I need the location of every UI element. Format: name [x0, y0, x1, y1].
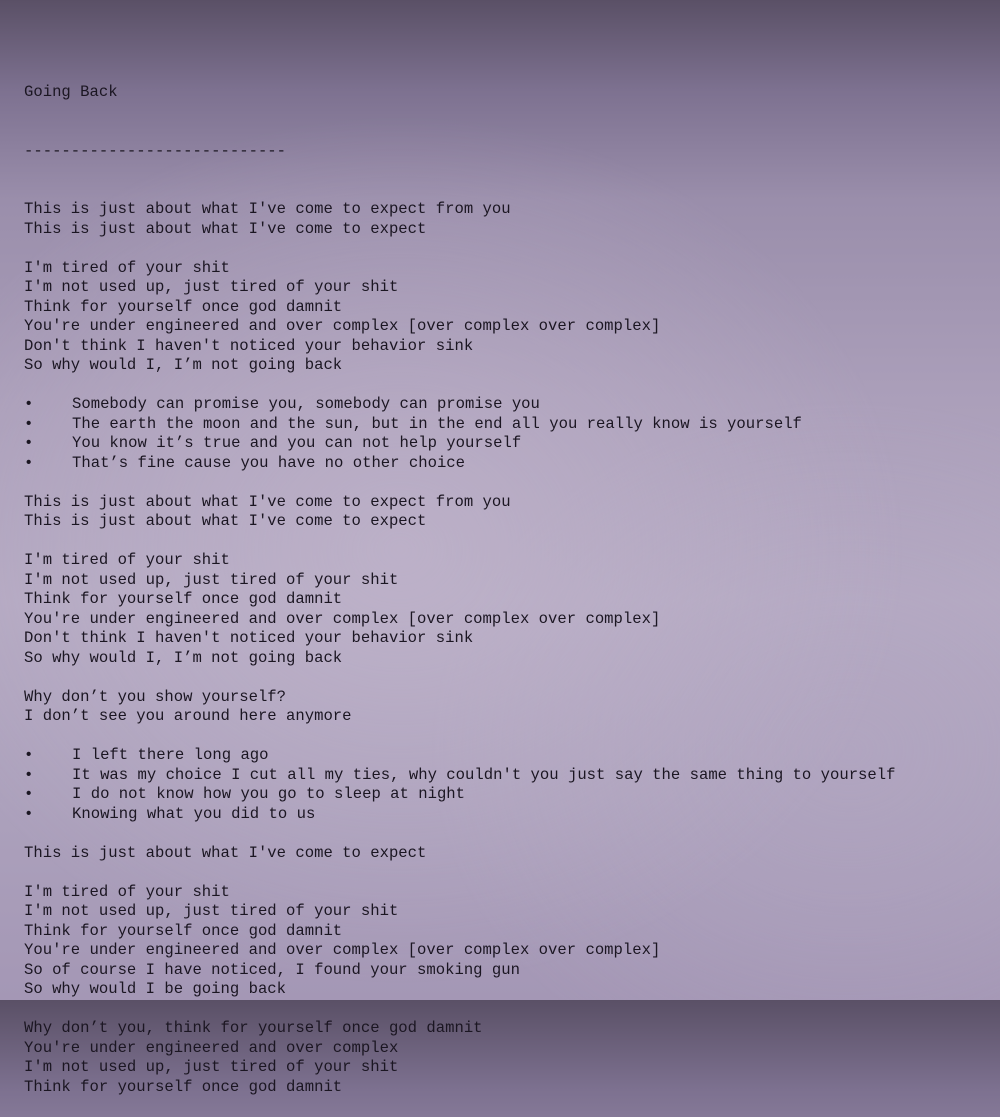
bullet-dot-icon: •: [24, 804, 34, 823]
stanza-gap: [24, 532, 984, 552]
lyric-line: I'm tired of your shit: [24, 551, 230, 569]
lyric-line: This is just about what I've come to expect: [24, 843, 427, 862]
lyric-line: I'm tired of your shit: [24, 882, 230, 901]
stanza: [24, 883, 984, 1000]
lyric-line: You're under engineered and over complex [over complex over complex]: [24, 609, 661, 628]
bullet-text: Knowing what you did to us: [72, 804, 316, 823]
bullet-item: [24, 785, 984, 805]
lyric-line: So why would I, I’m not going back: [24, 648, 343, 667]
lyric-line: Think for yourself once god damnit: [24, 1077, 343, 1096]
lyric-line: I'm tired of your shit: [24, 258, 230, 277]
document-title: Going Back: [24, 83, 118, 101]
bullet-item: [24, 766, 984, 786]
lyric-line: This is just about what I've come to expect: [24, 512, 427, 530]
lyric-line: You're under engineered and over complex [over complex over complex]: [24, 941, 661, 959]
stanza-gap: [24, 668, 984, 688]
bullet-item: [24, 395, 984, 415]
bullet-list: [24, 746, 984, 824]
bullet-text: It was my choice I cut all my ties, why couldn't you just say the same thing to yourself: [72, 765, 896, 784]
bullet-item: [24, 454, 984, 474]
bullet-list: [24, 395, 984, 473]
lyric-line: You're under engineered and over complex [over complex over complex]: [24, 317, 661, 335]
lyric-line: So why would I, I’m not going back: [24, 356, 343, 374]
stanza-gap: [24, 376, 984, 396]
bullet-dot-icon: •: [24, 395, 34, 413]
lyric-line: Don't think I haven't noticed your behavior sink: [24, 336, 474, 355]
stanza-gap: [24, 239, 984, 259]
bullet-item: [24, 434, 984, 454]
lyric-line: I'm not used up, just tired of your shit: [24, 570, 399, 589]
lyric-line: So why would I be going back: [24, 980, 287, 998]
bullet-dot-icon: •: [24, 746, 34, 764]
lyric-line: I'm not used up, just tired of your shit: [24, 902, 399, 920]
lyric-line: I don’t see you around here anymore: [24, 707, 352, 725]
stanza: [24, 688, 984, 727]
bullet-dot-icon: •: [24, 765, 34, 784]
stanza-gap: [24, 863, 984, 883]
lyrics-body: [24, 200, 984, 1097]
stanza: [24, 551, 984, 668]
stanza-gap: [24, 1000, 984, 1020]
lyric-line: Think for yourself once god damnit: [24, 921, 343, 940]
bullet-dot-icon: •: [24, 414, 34, 433]
lyrics-document: [24, 44, 984, 1117]
lyric-line: So of course I have noticed, I found your smoking gun: [24, 960, 520, 979]
stanza-gap: [24, 727, 984, 747]
stanza: [24, 493, 984, 532]
bullet-item: [24, 415, 984, 435]
bullet-dot-icon: •: [24, 785, 34, 803]
title-underline: ----------------------------: [24, 141, 287, 160]
bullet-item: [24, 805, 984, 825]
lyric-line: I'm not used up, just tired of your shit: [24, 1058, 399, 1076]
lyric-line: This is just about what I've come to expect from you: [24, 492, 511, 511]
lyric-line: Why don’t you show yourself?: [24, 687, 287, 706]
bullet-text: You know it’s true and you can not help yourself: [72, 434, 522, 452]
stanza: [24, 844, 984, 864]
stanza: [24, 1019, 984, 1097]
lyric-line: You're under engineered and over complex: [24, 1038, 399, 1057]
stanza-gap: [24, 473, 984, 493]
stanza: [24, 259, 984, 376]
bullet-item: [24, 746, 984, 766]
lyric-line: This is just about what I've come to expect from you: [24, 200, 511, 218]
bullet-dot-icon: •: [24, 434, 34, 452]
lyric-line: This is just about what I've come to expect: [24, 219, 427, 238]
lyric-line: Think for yourself once god damnit: [24, 590, 343, 608]
bullet-text: That’s fine cause you have no other choice: [72, 453, 466, 472]
bullet-text: I do not know how you go to sleep at night: [72, 785, 466, 803]
bullet-text: The earth the moon and the sun, but in the end all you really know is yourself: [72, 414, 802, 433]
lyric-line: I'm not used up, just tired of your shit: [24, 278, 399, 296]
bullet-text: Somebody can promise you, somebody can promise you: [72, 395, 540, 413]
stanza-gap: [24, 824, 984, 844]
lyric-line: Don't think I haven't noticed your behavior sink: [24, 629, 474, 647]
bullet-text: I left there long ago: [72, 746, 269, 764]
lyric-line: Think for yourself once god damnit: [24, 297, 343, 316]
lyric-line: Why don’t you, think for yourself once god damnit: [24, 1019, 483, 1037]
stanza: [24, 200, 984, 239]
bullet-dot-icon: •: [24, 453, 34, 472]
